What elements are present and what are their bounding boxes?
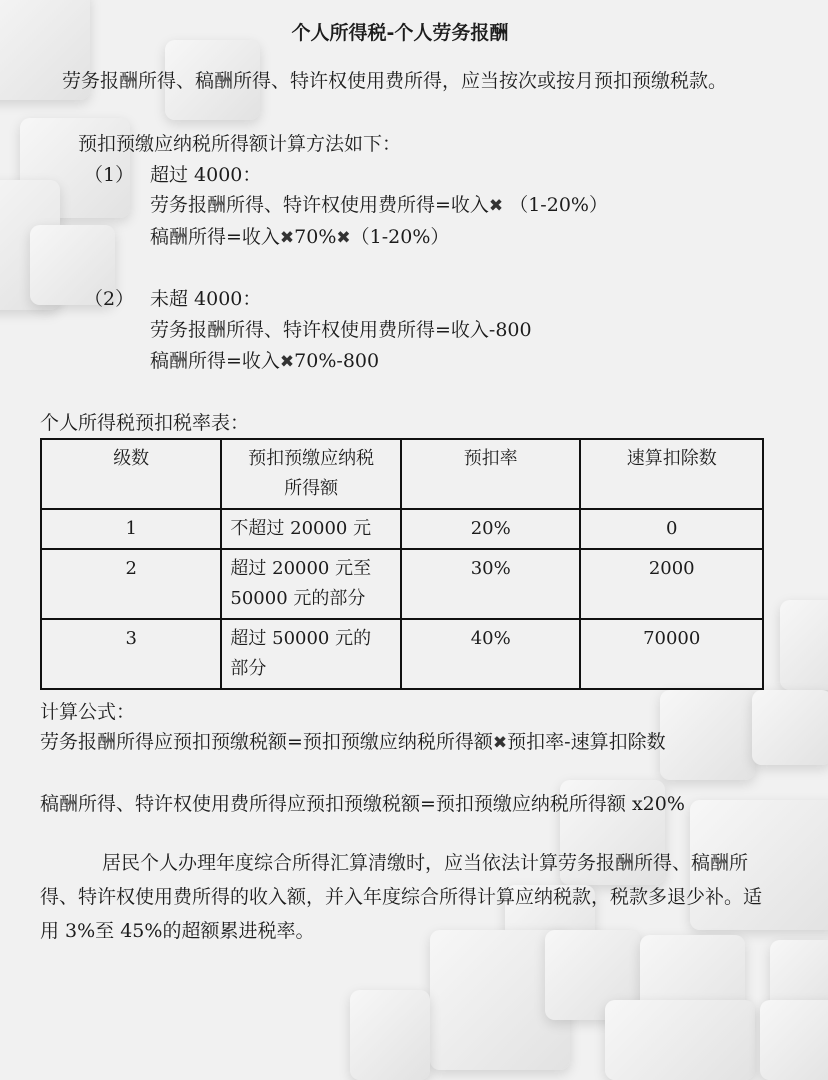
case1-number: （1） [84,164,135,186]
case2-number: （2） [84,288,135,310]
multiply-icon: ✖ [279,352,295,372]
case2-condition: 未超 4000： [150,288,262,310]
tax-rate-table [40,438,764,690]
formula-text: 劳务报酬所得、特许权使用费所得=收入 [150,194,489,216]
method-heading: 预扣预缴应纳税所得额计算方法如下： [78,133,402,155]
cell-rate: 20% [401,509,580,549]
header-deduction: 速算扣除数 [580,439,763,509]
table-caption: 个人所得税预扣税率表： [40,412,250,434]
header-level: 级数 [41,439,221,509]
header-rate: 预扣率 [401,439,580,509]
cell-range [221,549,401,619]
formula-text: 预扣率-速算扣除数 [507,731,666,753]
header-line: 所得额 [284,478,339,499]
multiply-icon: ✖ [488,196,504,216]
header-taxable-income [221,439,401,509]
cell-rate: 40% [401,619,580,689]
formula-labor [40,729,666,756]
formula-heading: 计算公式： [40,701,136,723]
range-line: 50000 元的部分 [230,588,366,609]
cell-range: 不超过 20000 元 [221,509,401,549]
closing-paragraph: 居民个人办理年度综合所得汇算清缴时，应当依法计算劳务报酬所得、稿酬所得、特许权使用费所得的收入额，并入年度综合所得计算应纳税款，税款多退少补。适用 3%至 45%的超额累进税率。 [40,852,763,942]
case1-formula-royalty [150,224,449,251]
formula-royalty: 稿酬所得、特许权使用费所得应预扣预缴税额=预扣预缴应纳税所得额 x20% [40,793,685,815]
table-header-row [41,439,763,509]
formula-text: 劳务报酬所得应预扣预缴税额=预扣预缴应纳税所得额 [40,731,493,753]
case2-formula-royalty [150,348,379,375]
multiply-icon: ✖ [279,228,295,248]
table-row [41,509,763,549]
cell-level: 2 [41,549,221,619]
cell-deduction: 0 [580,509,763,549]
cell-deduction: 2000 [580,549,763,619]
cell-rate: 30% [401,549,580,619]
formula-text: （1-20%） [350,226,450,248]
page-title: 个人所得税-个人劳务报酬 [291,22,509,44]
intro-paragraph: 劳务报酬所得、稿酬所得、特许权使用费所得，应当按次或按月预扣预缴税款。 [62,70,728,92]
case1-condition: 超过 4000： [150,164,262,186]
formula-text: 稿酬所得=收入 [150,226,280,248]
cell-deduction: 70000 [580,619,763,689]
multiply-icon: ✖ [492,733,508,753]
formula-text: 70% [294,226,337,248]
cell-level: 1 [41,509,221,549]
header-line: 预扣预缴应纳税 [248,448,375,469]
cell-range [221,619,401,689]
case1-formula-labor [150,192,608,219]
table-row [41,549,763,619]
multiply-icon: ✖ [336,228,351,248]
formula-text: 70%-800 [294,350,380,372]
case2-formula-labor: 劳务报酬所得、特许权使用费所得=收入-800 [150,319,532,341]
range-line: 超过 20000 元至 [230,558,372,579]
range-line: 超过 50000 元的 [230,628,372,649]
formula-text: （1-20%） [509,194,608,216]
formula-text: 稿酬所得=收入 [150,350,280,372]
cell-level: 3 [41,619,221,689]
range-line: 部分 [230,658,267,679]
table-row [41,619,763,689]
